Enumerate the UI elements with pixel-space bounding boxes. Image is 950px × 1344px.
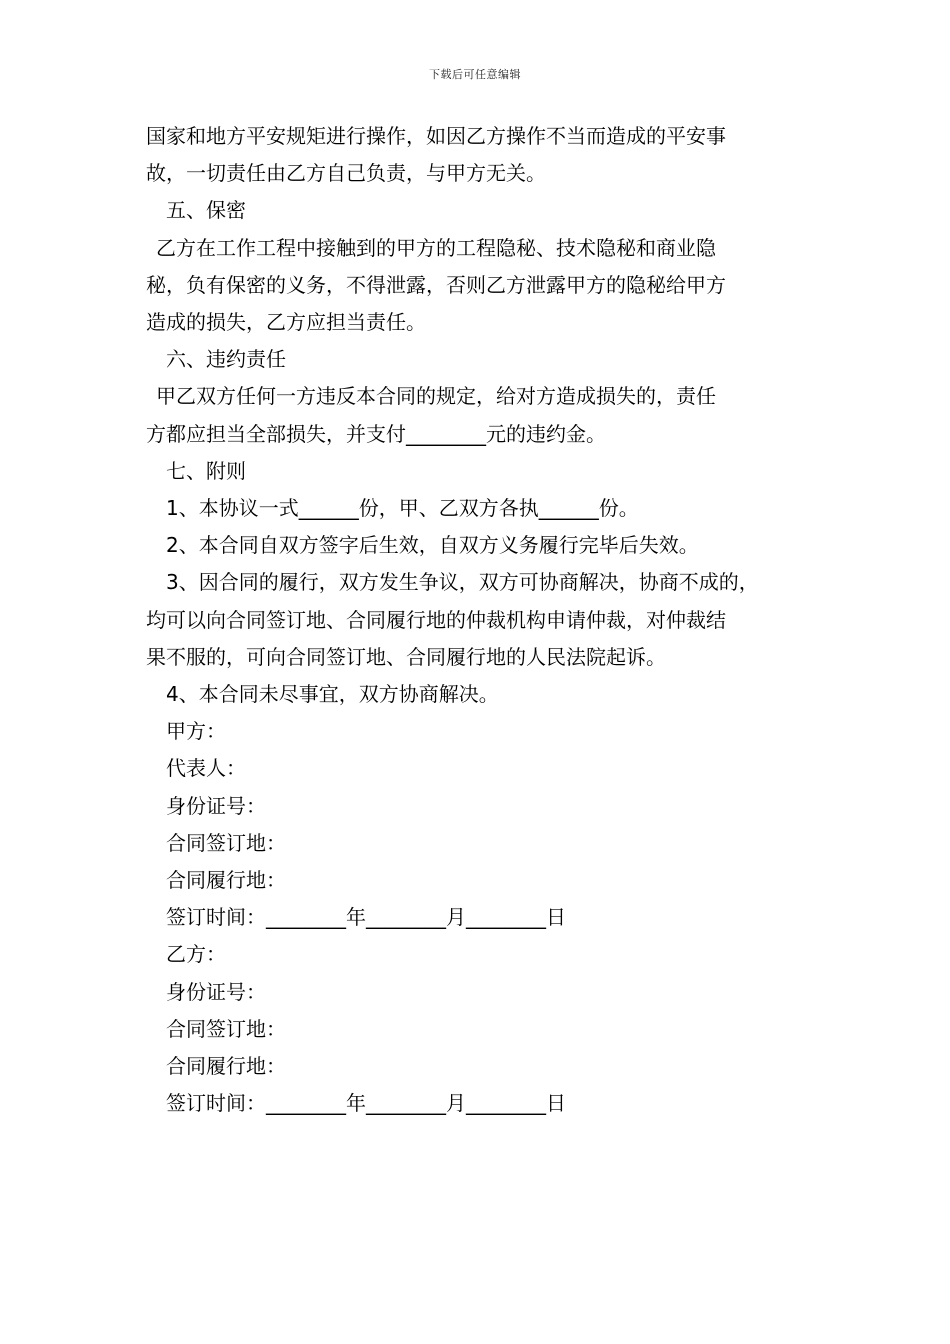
paragraph-line: 均可以向合同签订地、合同履行地的仲裁机构申请仲裁，对仲裁结 [146, 607, 726, 632]
page-header: 下载后可任意编辑 [429, 68, 521, 81]
signing-place-label: 合同签订地： [166, 1016, 286, 1041]
clause-item: 1、本协议一式______份，甲、乙双方各执______份。 [166, 496, 639, 521]
performance-place-label: 合同履行地： [166, 868, 286, 893]
paragraph-line: 甲乙双方任何一方违反本合同的规定，给对方造成损失的，责任 [156, 384, 716, 409]
id-number-label: 身份证号： [166, 979, 266, 1004]
document-body [146, 118, 816, 1122]
representative-label: 代表人： [166, 756, 246, 781]
clause-item: 3、因合同的履行，双方发生争议，双方可协商解决，协商不成的， [166, 570, 759, 595]
signing-date-line: 签订时间：________年________月________日 [166, 1091, 566, 1116]
id-number-label: 身份证号： [166, 793, 266, 818]
clause-item: 4、本合同未尽事宜，双方协商解决。 [166, 682, 499, 707]
paragraph-line: 国家和地方平安规矩进行操作，如因乙方操作不当而造成的平安事 [146, 124, 726, 148]
signing-date-line: 签订时间：________年________月________日 [166, 905, 566, 930]
section-heading: 七、附则 [166, 458, 246, 483]
paragraph-line: 故，一切责任由乙方自己负责，与甲方无关。 [146, 161, 546, 186]
party-b-label: 乙方： [166, 942, 226, 967]
party-a-label: 甲方： [166, 719, 226, 744]
section-heading: 六、违约责任 [166, 347, 286, 372]
section-heading: 五、保密 [166, 198, 246, 223]
paragraph-line: 造成的损失，乙方应担当责任。 [146, 310, 426, 335]
paragraph-line: 乙方在工作工程中接触到的甲方的工程隐秘、技术隐秘和商业隐 [156, 235, 716, 260]
paragraph-line: 方都应担当全部损失，并支付________元的违约金。 [146, 421, 606, 446]
signing-place-label: 合同签订地： [166, 830, 286, 855]
paragraph-line: 秘，负有保密的义务，不得泄露，否则乙方泄露甲方的隐秘给甲方 [146, 272, 726, 297]
clause-item: 2、本合同自双方签字后生效，自双方义务履行完毕后失效。 [166, 533, 699, 558]
paragraph-line: 果不服的，可向合同签订地、合同履行地的人民法院起诉。 [146, 644, 666, 669]
performance-place-label: 合同履行地： [166, 1054, 286, 1079]
